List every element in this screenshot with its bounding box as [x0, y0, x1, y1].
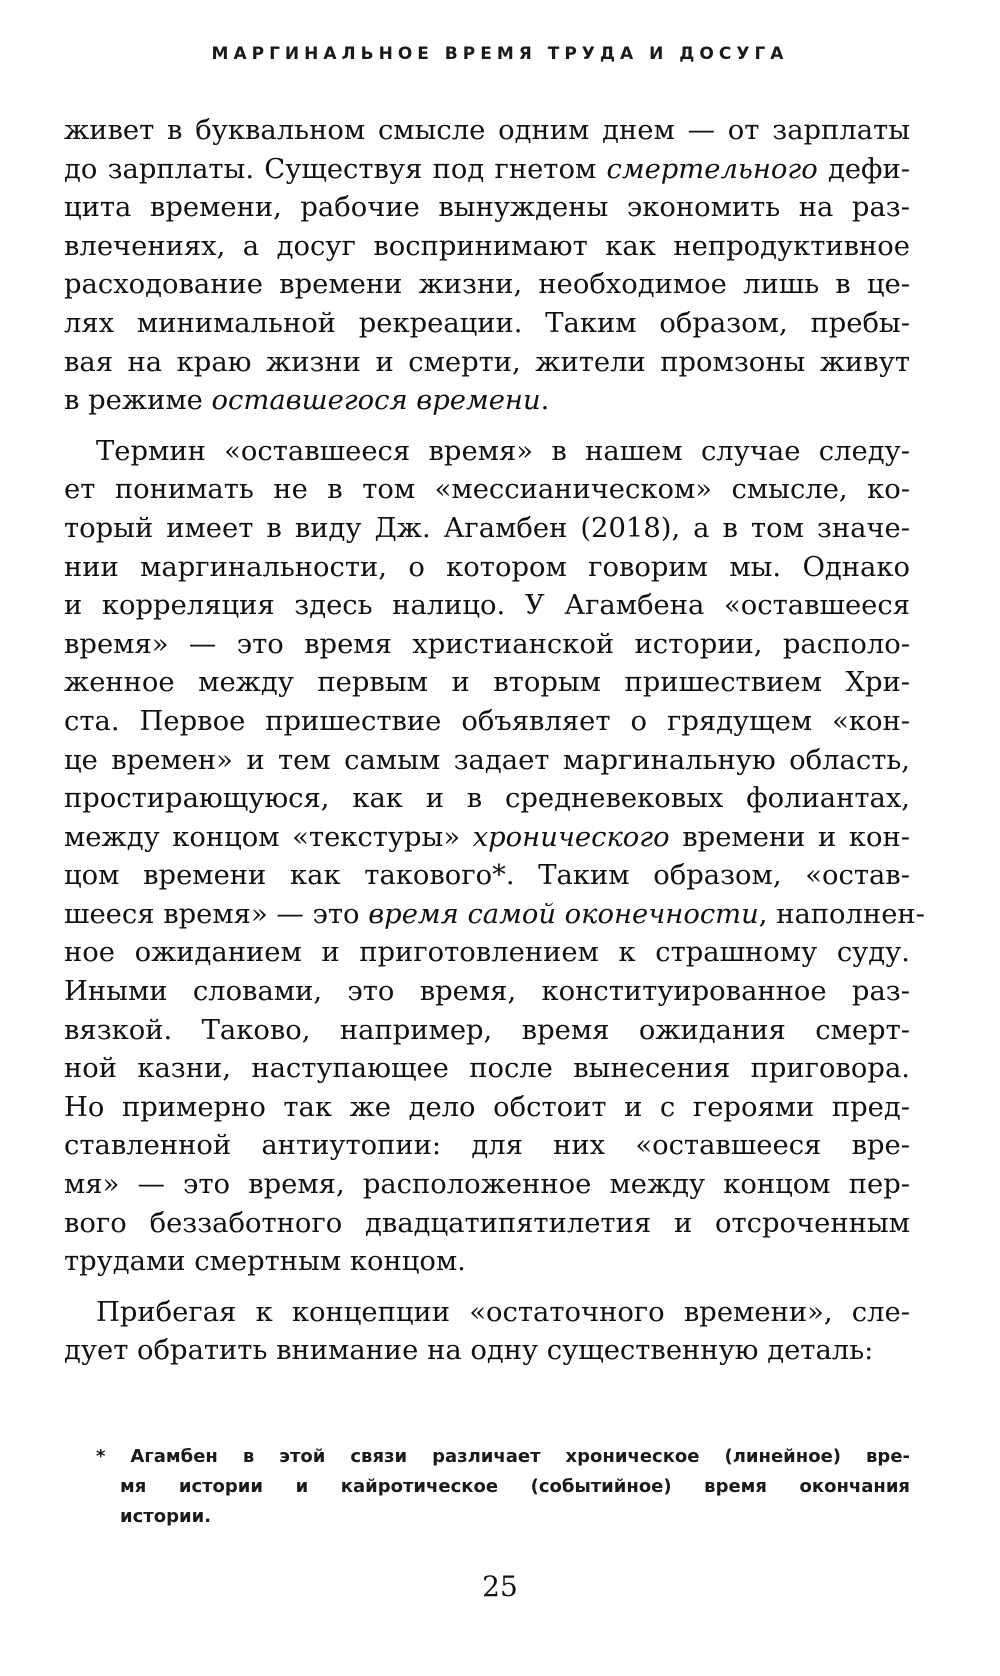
text-segment: дефи-: [817, 153, 910, 185]
text-line: [64, 344, 910, 383]
text-segment: цита времени, рабочие вынуждены экономить на раз-: [64, 192, 910, 224]
text-segment: времени и кон-: [669, 821, 910, 853]
text-segment: , наполнен-: [758, 898, 925, 930]
text-line: [64, 433, 910, 472]
text-segment: ставленной антиутопии: для них «оставшееся вре-: [64, 1130, 910, 1162]
text-line: [64, 1243, 910, 1282]
text-line: [64, 934, 910, 973]
text-line: [64, 510, 910, 549]
text-line: [64, 1166, 910, 1205]
text-segment: между концом «текстуры»: [64, 821, 473, 853]
text-line: [64, 626, 910, 665]
text-segment: ет понимать не в том «мессианическом» смысле, ко-: [64, 474, 910, 506]
text-segment: время» — это время христианской истории, располо-: [64, 628, 910, 660]
text-segment: трудами смертным концом.: [64, 1246, 466, 1278]
text-line: [64, 1089, 910, 1128]
text-line: [64, 664, 910, 703]
text-line: [64, 382, 910, 421]
text-segment: лях минимальной рекреации. Таким образом, пребы-: [64, 307, 910, 339]
text-line: [64, 742, 910, 781]
text-line: [64, 228, 910, 267]
paragraph: [64, 112, 910, 421]
text-segment: вая на краю жизни и смерти, жители промзоны живут: [64, 346, 910, 378]
text-line: [64, 819, 910, 858]
text-line: [64, 189, 910, 228]
text-line: [64, 266, 910, 305]
text-segment: до зарплаты. Существуя под гнетом: [64, 153, 607, 185]
text-line: [64, 1205, 910, 1244]
text-line: [64, 151, 910, 190]
paragraph: [64, 433, 925, 1282]
text-segment: нии маргинальности, о котором говорим мы. Однако: [64, 551, 910, 583]
running-head: МАРГИНАЛЬНОЕ ВРЕМЯ ТРУДА И ДОСУГА: [211, 44, 789, 64]
text-segment: расходование времени жизни, необходимое лишь в це-: [64, 269, 910, 301]
text-line: [64, 587, 910, 626]
paragraph: [64, 1294, 910, 1371]
footnote: [64, 1442, 910, 1532]
text-segment: вого беззаботного двадцатипятилетия и отсроченным: [64, 1207, 910, 1239]
footnote-line: * Агамбен в этой связи различает хроническое (линейное) вре-: [96, 1446, 910, 1467]
text-line: [64, 549, 910, 588]
text-segment: ное ожиданием и приготовлением к страшному суду.: [64, 937, 910, 969]
text-segment: и корреляция здесь налицо. У Агамбена «оставшееся: [64, 590, 910, 622]
text-line: [64, 1294, 910, 1333]
text-line: [64, 857, 910, 896]
text-segment: Иными словами, это время, конституированное раз-: [64, 976, 910, 1008]
footnote-line: мя истории и кайротическое (событийное) время окончания: [120, 1476, 910, 1497]
text-line: [64, 1012, 910, 1051]
text-line: [64, 112, 910, 151]
italic-text: смертельного: [606, 153, 818, 185]
text-segment: живет в буквальном смысле одним днем — от зарплаты: [64, 115, 910, 146]
italic-text: хронического: [472, 821, 670, 853]
text-line: [64, 1332, 910, 1371]
text-segment: вязкой. Таково, например, время ожидания смерт-: [64, 1014, 910, 1046]
text-segment: Прибегая к концепции «остаточного времени», сле-: [96, 1296, 910, 1328]
text-segment: це времен» и тем самым задает маргинальную область,: [64, 744, 910, 776]
body-text: [64, 112, 925, 1371]
text-segment: дует обратить внимание на одну существенную деталь:: [64, 1335, 874, 1367]
text-line: [64, 703, 910, 742]
text-line: [64, 780, 910, 819]
text-segment: торый имеет в виду Дж. Агамбен (2018), а в том значе-: [64, 512, 910, 544]
footnote-line: истории.: [120, 1506, 212, 1527]
text-line: [64, 471, 910, 510]
text-line: [64, 896, 925, 935]
text-segment: Но примерно так же дело обстоит и с героями пред-: [64, 1091, 910, 1123]
italic-text: оставшегося времени: [211, 385, 541, 417]
text-segment: ста. Первое пришествие объявляет о грядущем «кон-: [64, 705, 910, 737]
text-line: [64, 1050, 910, 1089]
text-segment: шееся время» — это: [64, 898, 369, 930]
text-segment: простирающуюся, как и в средневековых фолиантах,: [64, 783, 910, 815]
text-line: [64, 1127, 910, 1166]
text-segment: Термин «оставшееся время» в нашем случае следу-: [96, 435, 910, 467]
text-segment: мя» — это время, расположенное между концом пер-: [64, 1169, 910, 1201]
text-segment: .: [540, 385, 550, 417]
page-number: 25: [482, 1570, 518, 1603]
text-segment: цом времени как такового*. Таким образом, «остав-: [64, 860, 910, 892]
text-segment: в режиме: [64, 385, 212, 417]
text-line: [64, 305, 910, 344]
text-segment: женное между первым и вторым пришествием Хри-: [64, 667, 910, 699]
text-segment: ной казни, наступающее после вынесения приговора.: [64, 1053, 910, 1085]
text-line: [64, 973, 910, 1012]
text-segment: влечениях, а досуг воспринимают как непродуктивное: [64, 230, 910, 262]
italic-text: время самой оконечности: [368, 898, 759, 930]
